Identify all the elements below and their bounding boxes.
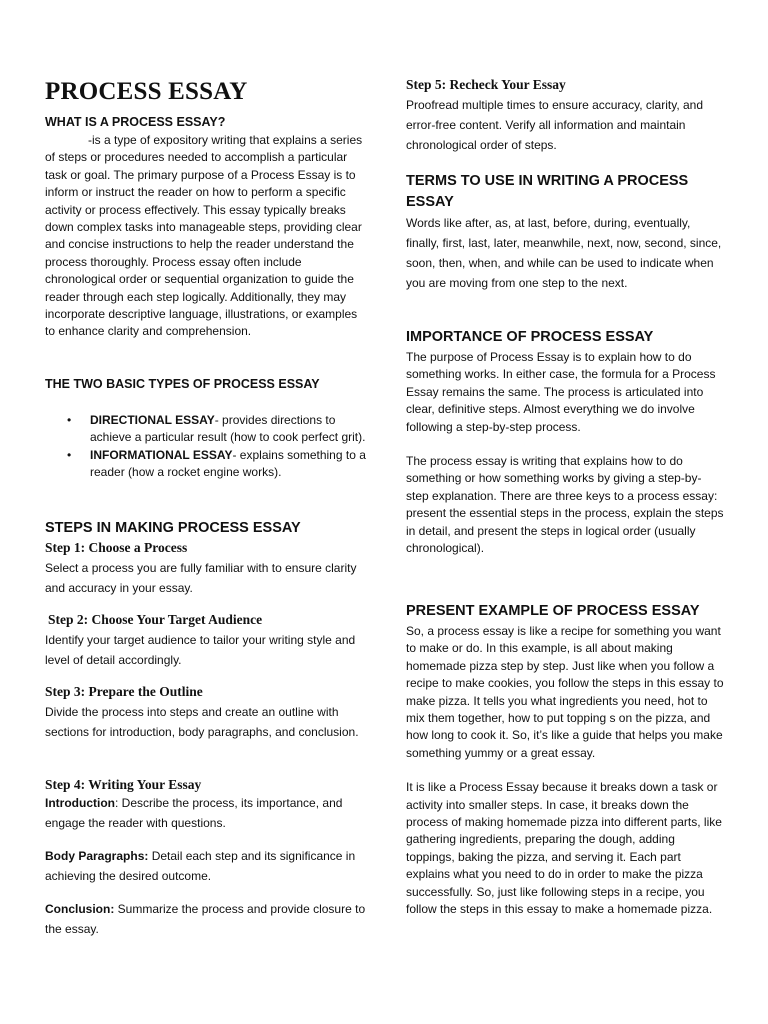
bullet-icon: • [67, 413, 72, 427]
body-text: Detail each step and its significance in achieving the desired outcome. [45, 849, 356, 883]
steps-heading: STEPS IN MAKING PROCESS ESSAY [45, 520, 301, 536]
page-title: PROCESS ESSAY [45, 78, 248, 105]
step-3 [45, 684, 367, 742]
step-3-title: Step 3: Prepare the Outline [45, 684, 203, 699]
step-4-intro [45, 793, 367, 833]
importance-section [406, 328, 724, 557]
step-4-title: Step 4: Writing Your Essay [45, 777, 202, 792]
type-term: INFORMATIONAL ESSAY [90, 447, 233, 462]
example-section [406, 602, 724, 919]
body-label: Body Paragraphs: [45, 849, 149, 863]
importance-p2: The process essay is writing that explains how to do something or how something works by giving a step-by-step explanation. There are three keys to a process essay: present the essential steps in the process, explain the steps in detail, and present the steps in logical order (usually chronological). [406, 454, 724, 556]
conclusion-text: Summarize the process and provide closure to the essay. [45, 902, 366, 936]
list-item [45, 447, 367, 482]
types-heading: THE TWO BASIC TYPES OF PROCESS ESSAY [45, 377, 320, 391]
step-4-conclusion [45, 899, 367, 939]
conclusion-label: Conclusion: [45, 902, 115, 916]
terms-section [406, 171, 724, 293]
step-2 [45, 612, 367, 670]
step-1-body: Select a process you are fully familiar with to ensure clarity and accuracy in your essay. [45, 561, 357, 595]
step-2-title: Step 2: Choose Your Target Audience [48, 612, 263, 627]
type-term: DIRECTIONAL ESSAY [90, 413, 215, 427]
intro-text: : Describe the process, its importance, and engage the reader with questions. [45, 796, 343, 830]
importance-p1: The purpose of Process Essay is to explain how to do something works. In either case, the formula for a Process Essay remains the same. The process is articulated into clear, definitive steps. Almost everything we do involve following a step-by-step process. [406, 350, 716, 434]
what-is-heading: WHAT IS A PROCESS ESSAY? [45, 115, 226, 129]
step-5-body: Proofread multiple times to ensure accuracy, clarity, and error-free content. Verify all information and maintain chronological order of steps. [406, 98, 704, 152]
step-5 [406, 77, 724, 155]
step-1 [45, 540, 367, 598]
step-2-body: Identify your target audience to tailor your writing style and level of detail accordingly. [45, 633, 356, 667]
what-is-body: -is a type of expository writing that explains a series of steps or procedures needed to accomplish a particular task or goal. The primary purpose of a Process Essay is to inform or instruct the reader on how to perform a specific activity or process effectively. This essay typically breaks down complex tasks into manageable steps, providing clear and concise instructions to help the reader understand the process thoroughly. Process essay often include chronological order or sequential organization to guide the reader through each step logically. Additionally, they may incorporate descriptive language, illustrations, or examples to enhance clarity and comprehension. [45, 133, 363, 339]
terms-heading: TERMS TO USE IN WRITING A PROCESS ESSAY [406, 173, 689, 210]
types-list [45, 412, 367, 482]
importance-heading: IMPORTANCE OF PROCESS ESSAY [406, 329, 654, 345]
example-p2: It is like a Process Essay because it breaks down a task or activity into smaller steps. In case, it breaks down the process of making homemade pizza into different parts, like gathering ingredients, preparing the dough, adding toppings, baking the pizza, and serving it. Each part explains what you need to do in order to make the pizza successfully. So, just like following steps in a recipe, you follow the steps in this essay to make a homemade pizza. [406, 780, 722, 917]
bullet-icon: • [67, 447, 72, 462]
step-3-body: Divide the process into steps and create an outline with sections for introduction, body paragraphs, and conclusion. [45, 705, 359, 739]
step-4 [45, 777, 367, 939]
type-desc: - explains something to a reader (how a rocket engine works). [90, 447, 366, 480]
intro-label: Introduction [45, 796, 115, 810]
terms-body: Words like after, as, at last, before, during, eventually, finally, first, last, later, meanwhile, next, now, second, since, soon, then, when, and while can be used to indicate when you are moving from one step to the next. [406, 216, 722, 290]
step-1-title: Step 1: Choose a Process [45, 540, 188, 555]
step-4-body-paragraphs [45, 846, 367, 886]
example-heading: PRESENT EXAMPLE OF PROCESS ESSAY [406, 603, 700, 619]
what-is-section [45, 114, 367, 341]
types-section [45, 376, 367, 482]
step-5-title: Step 5: Recheck Your Essay [406, 77, 566, 92]
example-p1: So, a process essay is like a recipe for something you want to make or do. In this example, is all about making homemade pizza step by step. Just like when you follow a recipe to make cookies, you follow the steps in this essay to make pizza. It tells you what ingredients you need, hot to mix them together, how to put topping s on the pizza, and how long to cook it. So, it’s like a guide that helps you make something yummy or a great essay. [406, 624, 724, 760]
list-item [45, 412, 367, 447]
type-desc: - provides directions to achieve a particular result (how to cook perfect grit). [90, 413, 366, 445]
